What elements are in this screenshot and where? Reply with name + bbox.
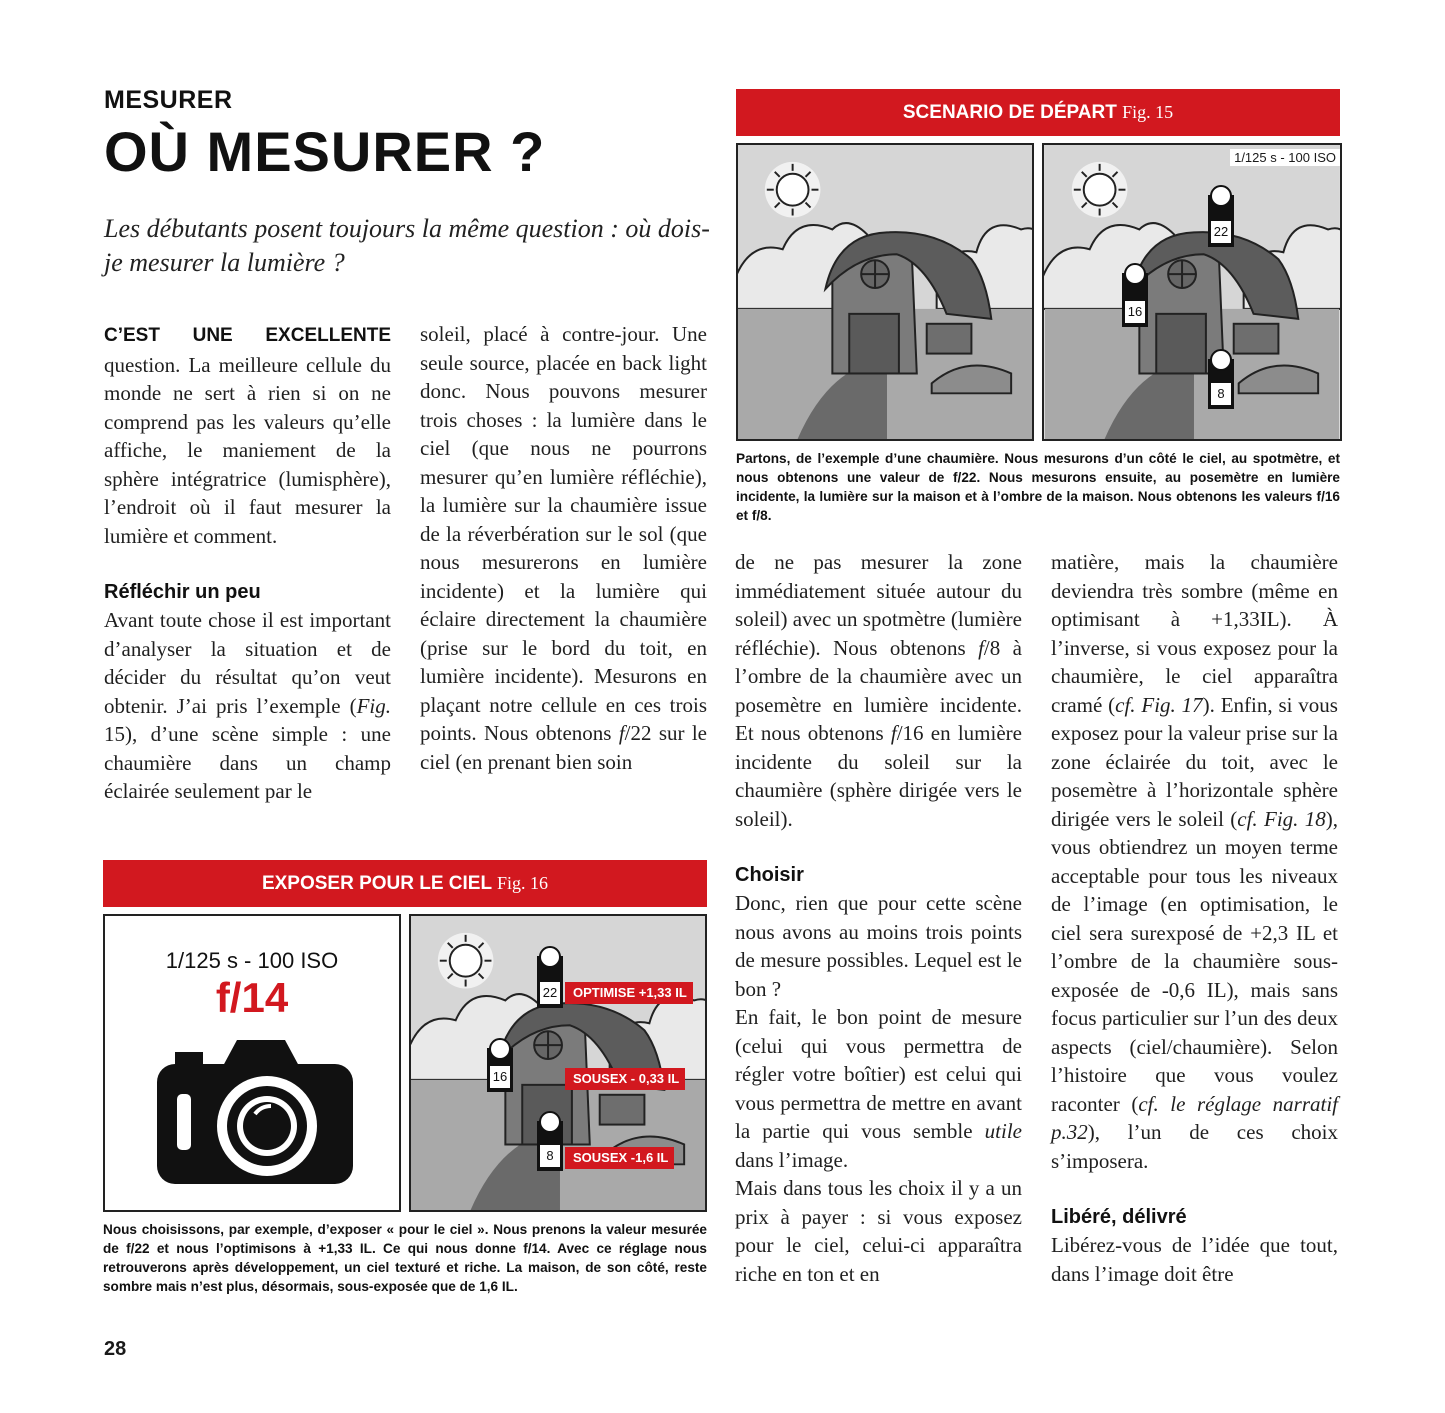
paragraph: /8 à l’ombre de la chaumière avec un posemètre en lumière incidente. Et nous obtenons [735, 635, 1022, 745]
label-sousex-2: SOUSEX -1,6 IL [565, 1147, 674, 1169]
intro-text: Les débutants posent toujours la même question : où dois-je mesurer la lumière ? [104, 214, 710, 277]
meter-sky [537, 956, 563, 1008]
subheading-libere: Libéré, délivré [1051, 1206, 1187, 1228]
paragraph: En fait, le bon point de mesure (celui qui vous permettra de régler votre boîtier) est celui qui vous permettra de mettre en avant la partie qui vous semble [735, 1005, 1022, 1143]
section-kicker: MESURER [104, 86, 233, 114]
lumisphere-icon [489, 1038, 511, 1060]
paragraph: dans l’image. [735, 1147, 849, 1172]
meter-roof [1122, 273, 1148, 327]
paragraph: ), l’un de ces choix s’imposera. [1051, 1120, 1338, 1173]
exposure-tag: 1/125 s - 100 ISO [1230, 149, 1340, 166]
meter-value: 8 [540, 1145, 560, 1167]
fig15-number: Fig. 15 [1122, 102, 1174, 122]
meter-value: 16 [1125, 301, 1145, 323]
fig15-caption: Partons, de l’exemple d’une chaumière. Nous mesurons d’un côté le ciel, au spotmètre, et nous obtenons une valeur de f/22. Nous mesurons ensuite, au posemètre en lumière incidente, la lumière sur la maison et à l’ombre de la maison. Nous obtenons les valeurs f/16 et f/8. [736, 451, 1340, 523]
subheading-choisir: Choisir [735, 864, 804, 886]
text-column-1 [104, 320, 391, 806]
paragraph: 15), d’une scène simple : une chaumière dans un champ éclairée seulement par le [104, 722, 391, 803]
meter-value: 22 [1211, 221, 1231, 243]
paragraph: ), vous obtiendrez un moyen terme acceptable pour tous les niveaux de l’image (en optimisation, le ciel sera surexposé de +2,3 IL et l’ombre de la chaumière sous-exposée de -0,6 IL), mais sans focus particulier sur l’un des deux aspects (ciel/chaumière). Selon l’histoire que vous voulez raconter ( [1051, 806, 1338, 1116]
fig16-number: Fig. 16 [497, 873, 549, 893]
meter-sky [1208, 195, 1234, 247]
page-title: OÙ MESURER ? [104, 120, 546, 183]
meter-shadow [1208, 359, 1234, 409]
f-symbol: f [978, 635, 984, 660]
fig16-caption: Nous choisissons, par exemple, d’exposer « pour le ciel ». Nous prenons la valeur mesurée de f/22 et nous l’optimisons à +1,33 IL. Ce qui nous donne f/14. Avec ce réglage nous retrouverons après développement, un ciel texturé et riche. La maison, de son côté, reste sombre mais n’est plus, désormais, sous-exposée que de 1,6 IL. [103, 1222, 707, 1294]
fig-ref: cf. Fig. 17 [1115, 692, 1203, 717]
camera-icon [155, 1034, 355, 1186]
lumisphere-icon [1124, 263, 1146, 285]
text-column-4 [1051, 548, 1338, 1288]
f-symbol: f [618, 721, 625, 745]
lumisphere-icon [539, 1111, 561, 1133]
page-number: 28 [104, 1338, 127, 1360]
lumisphere-icon [1210, 349, 1232, 371]
cottage-illustration [1044, 145, 1340, 439]
camera-aperture: f/14 [215, 974, 289, 1021]
meter-roof [487, 1048, 513, 1092]
emphasis: utile [984, 1119, 1022, 1143]
label-optimise: OPTIMISE +1,33 IL [565, 982, 693, 1004]
meter-value: 8 [1211, 383, 1231, 405]
fig-ref: cf. Fig. 18 [1237, 806, 1326, 831]
lumisphere-icon [1210, 185, 1232, 207]
subheading-reflechir: Réfléchir un peu [104, 581, 261, 603]
meter-value: 22 [540, 982, 560, 1004]
paragraph: de ne pas mesurer la zone immédiatement située autour du soleil) avec un spotmètre (lumière réfléchie). Nous obtenons [735, 550, 1022, 660]
lead-in: C’EST UNE EXCELLENTE [104, 325, 391, 346]
camera-exposure: 1/125 s - 100 ISO [165, 948, 339, 973]
paragraph: matière, mais la chaumière deviendra très sombre (même en optimisant à +1,33IL). À l’inverse, si vous exposez pour la chaumière, le ciel apparaîtra cramé ( [1051, 550, 1338, 717]
fig16-banner [103, 860, 707, 907]
lumisphere-icon [539, 946, 561, 968]
paragraph: /22 sur le ciel (en prenant bien soin [420, 721, 708, 774]
fig16-scene [409, 914, 707, 1212]
page-ref: cf. le réglage narratif p.32 [1051, 1091, 1339, 1144]
fig16-camera-panel [103, 914, 401, 1212]
paragraph: Mais dans tous les choix il y a un prix à payer : si vous exposez pour le ciel, celui-ci apparaîtra riche en ton et en [735, 1176, 1022, 1286]
paragraph: question. La meilleure cellule du monde ne sert à rien si on ne comprend pas les valeurs qu’elle affiche, le maniement de la sphère intégratrice (lumisphère), l’endroit où il faut mesurer la lumière et comment. [104, 352, 391, 548]
meter-shadow [537, 1121, 563, 1171]
fig16-title: EXPOSER POUR LE CIEL [261, 873, 492, 894]
fig15-banner [736, 89, 1340, 136]
paragraph: ). Enfin, si vous exposez pour la valeur prise sur la zone éclairée du toit, avec le posemètre à l’horizontale sphère dirigée vers le soleil ( [1051, 692, 1338, 831]
cottage-illustration [738, 145, 1032, 439]
paragraph: /16 en lumière incidente du soleil sur la chaumière (sphère dirigée vers le soleil). [735, 721, 1022, 831]
text-column-3 [735, 548, 1022, 1288]
fig-ref: Fig. [356, 693, 391, 718]
fig15-title: SCENARIO DE DÉPART [902, 102, 1117, 123]
fig15-scene-right [1042, 143, 1342, 441]
paragraph: soleil, placé à contre-jour. Une seule source, placée en back light donc. Nous pouvons mesurer trois choses : la lumière dans le ciel (que nous ne pourrons mesurer qu’en lumière réfléchie), la lumière sur la chaumière issue de la réverbération sur le sol (que nous mesurerons en lumière incidente) et la lumière qui éclaire directement la chaumière (prise sur le bord du toit, en lumière incidente). Mesurons en plaçant notre cellule en ces trois points. Nous obtenons [420, 322, 707, 745]
fig15-scene-left [736, 143, 1034, 441]
text-column-2 [420, 320, 707, 776]
f-symbol: f [890, 721, 897, 745]
paragraph: Donc, rien que pour cette scène nous avons au moins trois points de mesure possibles. Lequel est le bon ? [735, 891, 1022, 1001]
paragraph: Libérez-vous de l’idée que tout, dans l’image doit être [1051, 1233, 1338, 1286]
meter-value: 16 [490, 1066, 510, 1088]
paragraph: Avant toute chose il est important d’analyser la situation et de décider du résultat qu’on veut obtenir. J’ai pris l’exemple ( [104, 608, 391, 718]
label-sousex-1: SOUSEX - 0,33 IL [565, 1068, 685, 1090]
